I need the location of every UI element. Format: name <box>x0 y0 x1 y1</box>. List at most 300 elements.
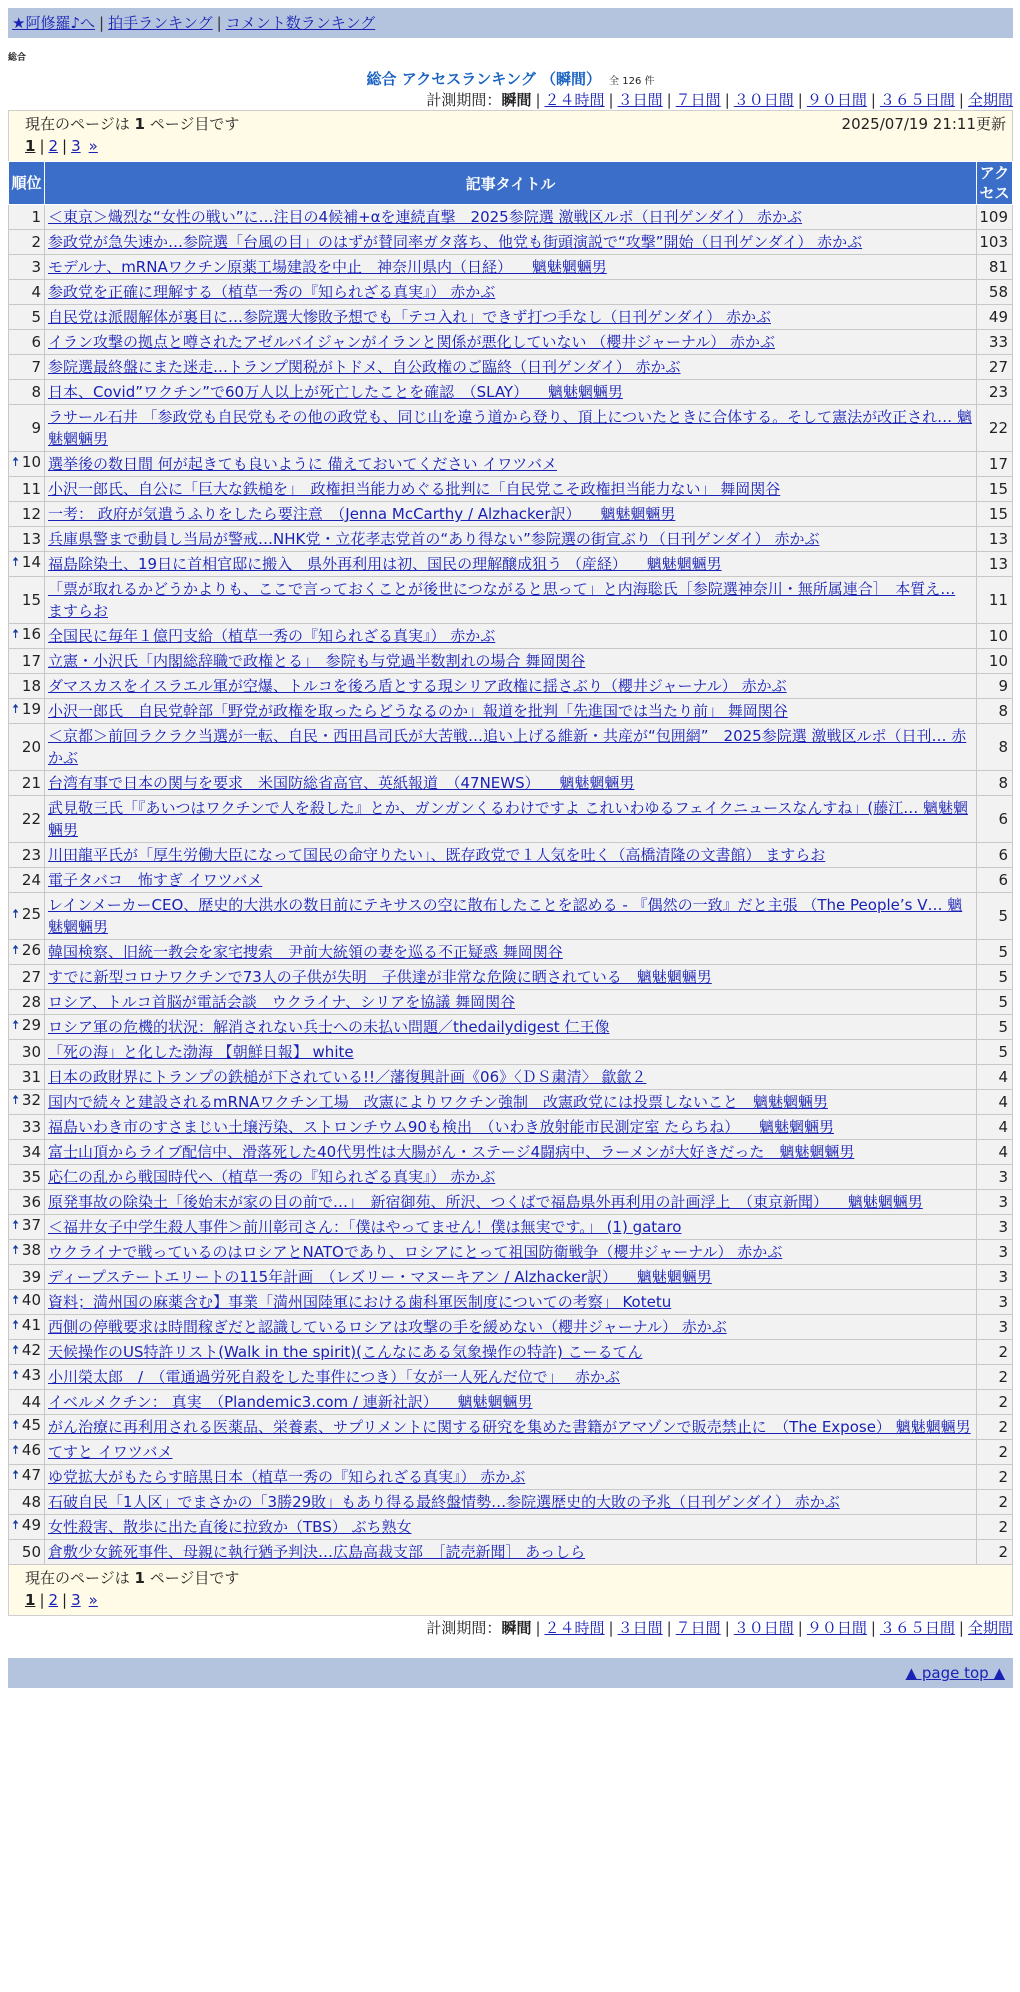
pager-separator: | <box>39 137 45 155</box>
title-cell <box>45 965 977 990</box>
table-row <box>9 940 1013 965</box>
title-cell <box>45 940 977 965</box>
rank-number: 18 <box>21 677 41 695</box>
access-count: 3 <box>977 1290 1013 1315</box>
title-cell <box>45 624 977 649</box>
rank-number: 31 <box>21 1068 41 1086</box>
rank-cell <box>9 1340 45 1365</box>
access-count: 3 <box>977 1315 1013 1340</box>
rank-number: 25 <box>21 905 41 923</box>
title-cell <box>45 990 977 1015</box>
rank-number: 23 <box>21 846 41 864</box>
article-link[interactable]: 一考： 政府が気遣うふりをしたら要注意 （Jenna McCarthy / Alzhacker訳） 魑魅魍魎男 <box>48 505 676 523</box>
rank-up-arrow-icon: 🠅 <box>12 1093 20 1108</box>
title-cell <box>45 1415 977 1440</box>
rank-number: 26 <box>21 941 41 959</box>
period-link[interactable]: ７日間 <box>675 91 721 109</box>
rank-cell <box>9 1040 45 1065</box>
title-cell <box>45 1240 977 1265</box>
article-link[interactable]: ロシア、トルコ首脳が電話会談 ウクライナ、シリアを協議 舞岡関谷 <box>48 993 516 1011</box>
table-row <box>9 330 1013 355</box>
period-link[interactable]: ３６５日間 <box>879 1619 955 1637</box>
article-link[interactable]: 選挙後の数日間 何が起きても良いように 備えておいてください イワツバメ <box>48 455 558 473</box>
table-row <box>9 405 1013 452</box>
rank-cell <box>9 305 45 330</box>
article-link[interactable]: ＜東京＞熾烈な“女性の戦い”に…注目の4候補+αを連続直撃 2025参院選 激戦区ルポ（日刊ゲンダイ） 赤かぶ <box>48 208 803 226</box>
article-link[interactable]: ＜京都＞前回ラクラク当選が一転、自民・西田昌司氏が大苦戦…追い上げる維新・共産が“包囲網” 2025参院選 激戦区ルポ（日刊… 赤かぶ <box>48 727 967 767</box>
article-link[interactable]: 「死の海」と化した渤海 【朝鮮日報】 white <box>48 1043 354 1061</box>
rank-number: 36 <box>21 1193 41 1211</box>
rank-number: 28 <box>21 993 41 1011</box>
rank-up-arrow-icon: 🠅 <box>12 1318 20 1333</box>
title-cell <box>45 477 977 502</box>
access-count: 5 <box>977 1015 1013 1040</box>
rank-cell <box>9 843 45 868</box>
page-status-text: 現在のページは 1 ページ目です <box>25 1569 240 1587</box>
access-count: 2 <box>977 1515 1013 1540</box>
period-link[interactable]: ２４時間 <box>544 1619 605 1637</box>
rank-cell <box>9 1515 45 1540</box>
table-row <box>9 355 1013 380</box>
article-link[interactable]: ロシア軍の危機的状況：解消されない兵士への未払い問題／thedailydigest 仁王像 <box>48 1018 610 1036</box>
article-link[interactable]: ダマスカスをイスラエル軍が空爆、トルコを後ろ盾とする現シリア政権に揺さぶり（櫻井ジャーナル） 赤かぶ <box>48 677 787 695</box>
article-link[interactable]: 福島除染土、19日に首相官邸に搬入 県外再利用は初、国民の理解醸成狙う （産経） 魑魅魍魎男 <box>48 555 722 573</box>
next-page-link[interactable]: » <box>88 1591 98 1609</box>
rank-number: 8 <box>31 383 41 401</box>
article-link[interactable]: 自民党は派閥解体が裏目に…参院選大惨敗予想でも「テコ入れ」できず打つ手なし（日刊ゲンダイ） 赤かぶ <box>48 308 771 326</box>
title-header: 記事タイトル <box>45 162 977 205</box>
rank-cell <box>9 674 45 699</box>
period-separator: | <box>608 1619 614 1637</box>
table-row <box>9 990 1013 1015</box>
rank-cell <box>9 990 45 1015</box>
article-link[interactable]: 兵庫県警まで動員し当局が警戒…NHK党・立花孝志党首の“あり得ない”参院選の街宣ぶり（日刊ゲンダイ） 赤かぶ <box>48 530 820 548</box>
rank-number: 46 <box>21 1441 41 1459</box>
rank-number: 49 <box>21 1516 41 1534</box>
article-link[interactable]: イラン攻撃の拠点と噂されたアゼルバイジャンがイランと関係が悪化していない （櫻井ジャーナル） 赤かぶ <box>48 333 775 351</box>
title-cell <box>45 771 977 796</box>
article-link[interactable]: てすと イワツバメ <box>48 1443 173 1461</box>
period-separator: | <box>535 1619 541 1637</box>
period-separator: | <box>724 1619 730 1637</box>
article-link[interactable]: 日本の政財界にトランプの鉄槌が下されている!!／藩復興計画《06》〈ＤＳ粛清〉 歙歙２ <box>48 1068 647 1086</box>
article-link[interactable]: 参政党が急失速か…参院選「台風の目」のはずが賛同率ガタ落ち、他党も街頭演説で“攻撃”開始（日刊ゲンダイ） 赤かぶ <box>48 233 863 251</box>
rank-cell <box>9 355 45 380</box>
access-count: 3 <box>977 1190 1013 1215</box>
article-link[interactable]: 韓国検察、旧統一教会を家宅捜索 尹前大統領の妻を巡る不正疑惑 舞岡関谷 <box>48 943 563 961</box>
article-link[interactable]: 川田龍平氏が「厚生労働大臣になって国民の命守りたい」、既存政党で１人気を吐く（高橋清隆の文書館） ますらお <box>48 846 826 864</box>
title-cell <box>45 1015 977 1040</box>
rank-cell <box>9 502 45 527</box>
title-cell <box>45 280 977 305</box>
rank-cell <box>9 552 45 577</box>
rank-cell <box>9 280 45 305</box>
rank-up-arrow-icon: 🠅 <box>12 1018 20 1033</box>
comment-ranking-link[interactable]: コメント数ランキング <box>225 14 376 32</box>
rank-up-arrow-icon: 🠅 <box>12 455 20 470</box>
article-link[interactable]: ラサール石井 「参政党も自民党もその他の政党も、同じ山を違う道から登り、頂上についたときに合体する。そして憲法が改正され… 魑魅魍魎男 <box>48 408 972 448</box>
rank-number: 43 <box>21 1366 41 1384</box>
article-link[interactable]: がん治療に再利用される医薬品、栄養素、サプリメントに関する研究を集めた書籍がアマゾンで販売禁止に （The Expose） 魑魅魍魎男 <box>48 1418 971 1436</box>
access-count: 81 <box>977 255 1013 280</box>
rank-number: 13 <box>21 530 41 548</box>
rank-up-arrow-icon: 🠅 <box>12 1343 20 1358</box>
page-status-box-top <box>8 110 1013 161</box>
page-top-link[interactable]: ▲ page top ▲ <box>905 1664 1005 1682</box>
title-cell <box>45 330 977 355</box>
access-count: 2 <box>977 1540 1013 1565</box>
rank-number: 4 <box>31 283 41 301</box>
period-link[interactable]: ９０日間 <box>806 91 867 109</box>
rank-number: 37 <box>21 1216 41 1234</box>
rank-number: 10 <box>21 453 41 471</box>
article-link[interactable]: 武見敬三氏「『あいつはワクチンで人を殺した』とか、ガンガンくるわけですよ これいわゆるフェイクニュースなんすね」(藤江… 魑魅魍魎男 <box>48 799 969 839</box>
title-cell <box>45 868 977 893</box>
title-cell <box>45 1540 977 1565</box>
period-link[interactable]: ３６５日間 <box>879 91 955 109</box>
article-link[interactable]: 女性殺害、散歩に出た直後に拉致か（TBS） ぶち熟女 <box>48 1518 412 1536</box>
rank-number: 38 <box>21 1241 41 1259</box>
table-row <box>9 527 1013 552</box>
table-row <box>9 1290 1013 1315</box>
rank-cell <box>9 1265 45 1290</box>
table-row <box>9 1540 1013 1565</box>
table-row <box>9 305 1013 330</box>
access-count: 5 <box>977 893 1013 940</box>
access-count: 109 <box>977 205 1013 230</box>
rank-number: 21 <box>21 774 41 792</box>
table-row <box>9 577 1013 624</box>
access-count: 3 <box>977 1240 1013 1265</box>
rank-cell <box>9 1540 45 1565</box>
access-count: 5 <box>977 965 1013 990</box>
rank-number: 24 <box>21 871 41 889</box>
nav-separator: | <box>99 14 105 32</box>
table-row <box>9 1190 1013 1215</box>
access-count: 15 <box>977 502 1013 527</box>
period-label: 計測期間： <box>426 91 502 109</box>
title-cell <box>45 230 977 255</box>
access-count: 9 <box>977 674 1013 699</box>
table-row <box>9 1315 1013 1340</box>
rank-number: 45 <box>21 1416 41 1434</box>
access-count: 4 <box>977 1115 1013 1140</box>
access-count: 2 <box>977 1440 1013 1465</box>
table-row <box>9 380 1013 405</box>
rank-up-arrow-icon: 🠅 <box>12 907 20 922</box>
rank-number: 20 <box>21 738 41 756</box>
ranking-table <box>8 161 1013 1565</box>
article-link[interactable]: 応仁の乱から戦国時代へ（植草一秀の『知られざる真実』） 赤かぶ <box>48 1168 496 1186</box>
period-link[interactable]: ２４時間 <box>544 91 605 109</box>
rank-cell <box>9 1415 45 1440</box>
rank-number: 41 <box>21 1316 41 1334</box>
table-row <box>9 1465 1013 1490</box>
article-link[interactable]: 西側の停戦要求は時間稼ぎだと認識しているロシアは攻撃の手を緩めない（櫻井ジャーナル） 赤かぶ <box>48 1318 727 1336</box>
article-link[interactable]: モデルナ、mRNAワクチン原薬工場建設を中止 神奈川県内（日経） 魑魅魍魎男 <box>48 258 607 276</box>
article-link[interactable]: 参院選最終盤にまた迷走…トランプ関税がトドメ、自公政権のご臨終（日刊ゲンダイ） 赤かぶ <box>48 358 681 376</box>
rank-cell <box>9 255 45 280</box>
rank-number: 33 <box>21 1118 41 1136</box>
rank-number: 5 <box>31 308 41 326</box>
access-count: 58 <box>977 280 1013 305</box>
rank-up-arrow-icon: 🠅 <box>12 1518 20 1533</box>
access-count: 13 <box>977 552 1013 577</box>
rank-up-arrow-icon: 🠅 <box>12 1468 20 1483</box>
title-cell <box>45 1190 977 1215</box>
rank-number: 40 <box>21 1291 41 1309</box>
rank-number: 27 <box>21 968 41 986</box>
access-count: 3 <box>977 1215 1013 1240</box>
access-count: 5 <box>977 940 1013 965</box>
period-link[interactable]: 全期間 <box>967 91 1013 109</box>
nav-separator: | <box>216 14 222 32</box>
rank-cell <box>9 624 45 649</box>
access-count: 10 <box>977 624 1013 649</box>
table-row <box>9 1515 1013 1540</box>
rank-cell <box>9 380 45 405</box>
ranking-title-row <box>8 68 1013 90</box>
access-count: 4 <box>977 1140 1013 1165</box>
access-count: 15 <box>977 477 1013 502</box>
table-row <box>9 1265 1013 1290</box>
table-row <box>9 1065 1013 1090</box>
table-row <box>9 796 1013 843</box>
table-row <box>9 1015 1013 1040</box>
title-cell <box>45 649 977 674</box>
article-link[interactable]: イベルメクチン： 真実 （Plandemic3.com / 連新社訳） 魑魅魍魎男 <box>48 1393 533 1411</box>
home-link[interactable]: ★阿修羅♪へ <box>12 14 96 32</box>
rank-cell <box>9 1065 45 1090</box>
table-row <box>9 724 1013 771</box>
period-separator: | <box>958 91 964 109</box>
article-link[interactable]: 立憲・小沢氏「内閣総辞職で政権とる」 参院も与党過半数割れの場合 舞岡関谷 <box>48 652 586 670</box>
article-link[interactable]: ウクライナで戦っているのはロシアとNATOであり、ロシアにとって祖国防衛戦争（櫻井ジャーナル） 赤かぶ <box>48 1243 783 1261</box>
article-link[interactable]: 台湾有事で日本の関与を要求 米国防総省高官、英紙報道 （47NEWS） 魑魅魍魎男 <box>48 774 635 792</box>
access-count: 2 <box>977 1465 1013 1490</box>
period-current: 瞬間 <box>501 1619 532 1637</box>
access-count: 8 <box>977 771 1013 796</box>
article-link[interactable]: 原発事故の除染土「後始末が家の目の前で…」 新宿御苑、所沢、つくばで福島県外再利用の計画浮上 （東京新聞） 魑魅魍魎男 <box>48 1193 923 1211</box>
rank-cell <box>9 1465 45 1490</box>
title-cell <box>45 355 977 380</box>
rank-cell <box>9 771 45 796</box>
title-cell <box>45 674 977 699</box>
article-link[interactable]: 倉敷少女銃死事件、母親に執行猶予判決…広島高裁支部 ［読売新聞］ あっしら <box>48 1543 586 1561</box>
access-count: 2 <box>977 1340 1013 1365</box>
rank-up-arrow-icon: 🠅 <box>12 943 20 958</box>
rank-cell <box>9 699 45 724</box>
access-count: 11 <box>977 577 1013 624</box>
table-row <box>9 1340 1013 1365</box>
rank-cell <box>9 1165 45 1190</box>
article-link[interactable]: 富士山頂からライブ配信中、滑落死した40代男性は大腸がん・ステージ4闘病中、ラーメンが大好きだった 魑魅魍魎男 <box>48 1143 855 1161</box>
title-cell <box>45 1265 977 1290</box>
table-row <box>9 1140 1013 1165</box>
table-row <box>9 1440 1013 1465</box>
title-cell <box>45 1040 977 1065</box>
access-count: 6 <box>977 868 1013 893</box>
title-cell <box>45 1115 977 1140</box>
rank-number: 47 <box>21 1466 41 1484</box>
title-cell <box>45 1215 977 1240</box>
period-selector-bottom <box>8 1618 1013 1638</box>
rank-number: 1 <box>31 208 41 226</box>
table-row <box>9 649 1013 674</box>
title-cell <box>45 405 977 452</box>
table-row <box>9 552 1013 577</box>
article-link[interactable]: 石破自民「1人区」でまさかの「3勝29敗」もあり得る最終盤情勢…参院選歴史的大敗の予兆（日刊ゲンダイ） 赤かぶ <box>48 1493 840 1511</box>
title-cell <box>45 843 977 868</box>
rank-cell <box>9 1190 45 1215</box>
period-link[interactable]: ３日間 <box>617 91 663 109</box>
access-count: 3 <box>977 1165 1013 1190</box>
access-count: 17 <box>977 452 1013 477</box>
table-row <box>9 205 1013 230</box>
access-count: 6 <box>977 843 1013 868</box>
rank-number: 16 <box>21 625 41 643</box>
page-title: 総合 アクセスランキング （瞬間） <box>366 70 602 88</box>
article-link[interactable]: 参政党を正確に理解する（植草一秀の『知られざる真実』） 赤かぶ <box>48 283 496 301</box>
page-link[interactable]: 3 <box>71 1591 81 1609</box>
title-cell <box>45 1340 977 1365</box>
rank-up-arrow-icon: 🠅 <box>12 555 20 570</box>
page-link[interactable]: 2 <box>48 1591 59 1609</box>
page-current: 1 <box>25 1591 36 1609</box>
rank-cell <box>9 1440 45 1465</box>
table-row <box>9 280 1013 305</box>
rank-number: 3 <box>31 258 41 276</box>
title-cell <box>45 255 977 280</box>
rank-cell <box>9 527 45 552</box>
rank-cell <box>9 868 45 893</box>
table-row <box>9 1090 1013 1115</box>
rank-cell <box>9 940 45 965</box>
period-link[interactable]: ３日間 <box>617 1619 663 1637</box>
period-link[interactable]: ３０日間 <box>733 1619 794 1637</box>
period-separator: | <box>666 1619 672 1637</box>
rank-cell <box>9 1090 45 1115</box>
rank-cell <box>9 577 45 624</box>
period-link[interactable]: ９０日間 <box>806 1619 867 1637</box>
rank-cell <box>9 1365 45 1390</box>
page-current: 1 <box>25 137 36 155</box>
article-link[interactable]: 全国民に毎年１億円支給（植草一秀の『知られざる真実』） 赤かぶ <box>48 627 496 645</box>
title-cell <box>45 1140 977 1165</box>
access-count: 103 <box>977 230 1013 255</box>
access-count: 2 <box>977 1415 1013 1440</box>
article-link[interactable]: 「票が取れるかどうかよりも、ここで言っておくことが後世につながると思って」と内海聡氏［参院選神奈川・無所属連合］ 本質え… ますらお <box>48 580 956 620</box>
table-row <box>9 771 1013 796</box>
rank-number: 48 <box>21 1493 41 1511</box>
article-link[interactable]: 電子タバコ 怖すぎ イワツバメ <box>48 871 263 889</box>
title-cell <box>45 502 977 527</box>
article-link[interactable]: 日本、Covid”ワクチン”で60万人以上が死亡したことを確認 （SLAY） 魑魅魍魎男 <box>48 383 623 401</box>
article-link[interactable]: レインメーカーCEO、歴史的大洪水の数日前にテキサスの空に散布したことを認める - 『偶然の一致』だと主張 （The People’s V… 魑魅魍魎男 <box>48 896 963 936</box>
title-cell <box>45 699 977 724</box>
period-link[interactable]: ７日間 <box>675 1619 721 1637</box>
period-separator: | <box>870 91 876 109</box>
title-cell <box>45 1290 977 1315</box>
category-label: 総合 <box>8 53 27 63</box>
page-link[interactable]: 3 <box>71 137 81 155</box>
table-row <box>9 868 1013 893</box>
article-link[interactable]: ゆ党拡大がもたらす暗黒日本（植草一秀の『知られざる真実』） 赤かぶ <box>48 1468 526 1486</box>
bottom-bar <box>8 1658 1013 1688</box>
access-count: 27 <box>977 355 1013 380</box>
rank-cell <box>9 649 45 674</box>
rank-up-arrow-icon: 🠅 <box>12 1293 20 1308</box>
rank-cell <box>9 1315 45 1340</box>
rank-number: 39 <box>21 1268 41 1286</box>
access-count: 8 <box>977 699 1013 724</box>
article-link[interactable]: 小沢一郎氏、自公に「巨大な鉄槌を」 政権担当能力めぐる批判に「自民党こそ政権担当能力ない」 舞岡関谷 <box>48 480 781 498</box>
rank-cell <box>9 452 45 477</box>
article-link[interactable]: 国内で続々と建設されるmRNAワクチン工場 改憲によりワクチン強制 改憲政党には投票しないこと 魑魅魍魎男 <box>48 1093 829 1111</box>
title-cell <box>45 205 977 230</box>
access-count: 23 <box>977 380 1013 405</box>
rank-cell <box>9 893 45 940</box>
page-link[interactable]: 2 <box>48 137 59 155</box>
access-count: 22 <box>977 405 1013 452</box>
access-count: 3 <box>977 1265 1013 1290</box>
period-separator: | <box>797 1619 803 1637</box>
rank-number: 35 <box>21 1168 41 1186</box>
period-link[interactable]: ３０日間 <box>733 91 794 109</box>
article-link[interactable]: 福島いわき市のすさまじい土壌汚染、ストロンチウム90も検出 （いわき放射能市民測定室 たらちね） 魑魅魍魎男 <box>48 1118 834 1136</box>
article-link[interactable]: ディープステートエリートの115年計画 （レズリー・マヌーキアン / Alzhacker訳） 魑魅魍魎男 <box>48 1268 712 1286</box>
period-label: 計測期間： <box>426 1619 502 1637</box>
rank-number: 14 <box>21 553 41 571</box>
access-count: 6 <box>977 796 1013 843</box>
table-row <box>9 1415 1013 1440</box>
title-cell <box>45 577 977 624</box>
article-link[interactable]: ＜福井女子中学生殺人事件＞前川彰司さん：「僕はやってません！僕は無実です。」 (1) gataro <box>48 1218 682 1236</box>
rank-cell <box>9 1390 45 1415</box>
rank-header: 順位 <box>9 162 45 205</box>
table-row <box>9 699 1013 724</box>
title-cell <box>45 1365 977 1390</box>
rank-number: 12 <box>21 505 41 523</box>
period-link[interactable]: 全期間 <box>967 1619 1013 1637</box>
rank-number: 22 <box>21 810 41 828</box>
rank-up-arrow-icon: 🠅 <box>12 702 20 717</box>
article-link[interactable]: すでに新型コロナワクチンで73人の子供が失明 子供達が非常な危険に晒されている 魑魅魍魎男 <box>48 968 712 986</box>
pager-separator: | <box>62 137 68 155</box>
article-link[interactable]: 小沢一郎氏 自民党幹部「野党が政権を取ったらどうなるのか」報道を批判「先進国では当たり前」 舞岡関谷 <box>48 702 788 720</box>
title-cell <box>45 305 977 330</box>
clap-ranking-link[interactable]: 拍手ランキング <box>108 14 213 32</box>
total-count: 全 126 件 <box>609 76 655 87</box>
rank-cell <box>9 1140 45 1165</box>
rank-number: 9 <box>31 419 41 437</box>
table-row <box>9 1240 1013 1265</box>
next-page-link[interactable]: » <box>88 137 98 155</box>
article-link[interactable]: 小川榮太郎 / （電通過労死自殺をした事件につき）「女が一人死んだ位で」 赤かぶ <box>48 1368 621 1386</box>
page-status-box-bottom <box>8 1565 1013 1616</box>
access-count: 10 <box>977 649 1013 674</box>
rank-number: 7 <box>31 358 41 376</box>
rank-number: 32 <box>21 1091 41 1109</box>
rank-cell <box>9 1015 45 1040</box>
rank-cell <box>9 230 45 255</box>
access-count: 8 <box>977 724 1013 771</box>
rank-cell <box>9 1215 45 1240</box>
article-link[interactable]: 資料；満州国の麻薬含む】事業「満州国陸軍における歯科軍医制度についての考察」 Kotetu <box>48 1293 672 1311</box>
access-count: 2 <box>977 1390 1013 1415</box>
rank-number: 29 <box>21 1016 41 1034</box>
article-link[interactable]: 天候操作のUS特許リスト(Walk in the spirit)(こんなにある気象操作の特許) こーるてん <box>48 1343 643 1361</box>
